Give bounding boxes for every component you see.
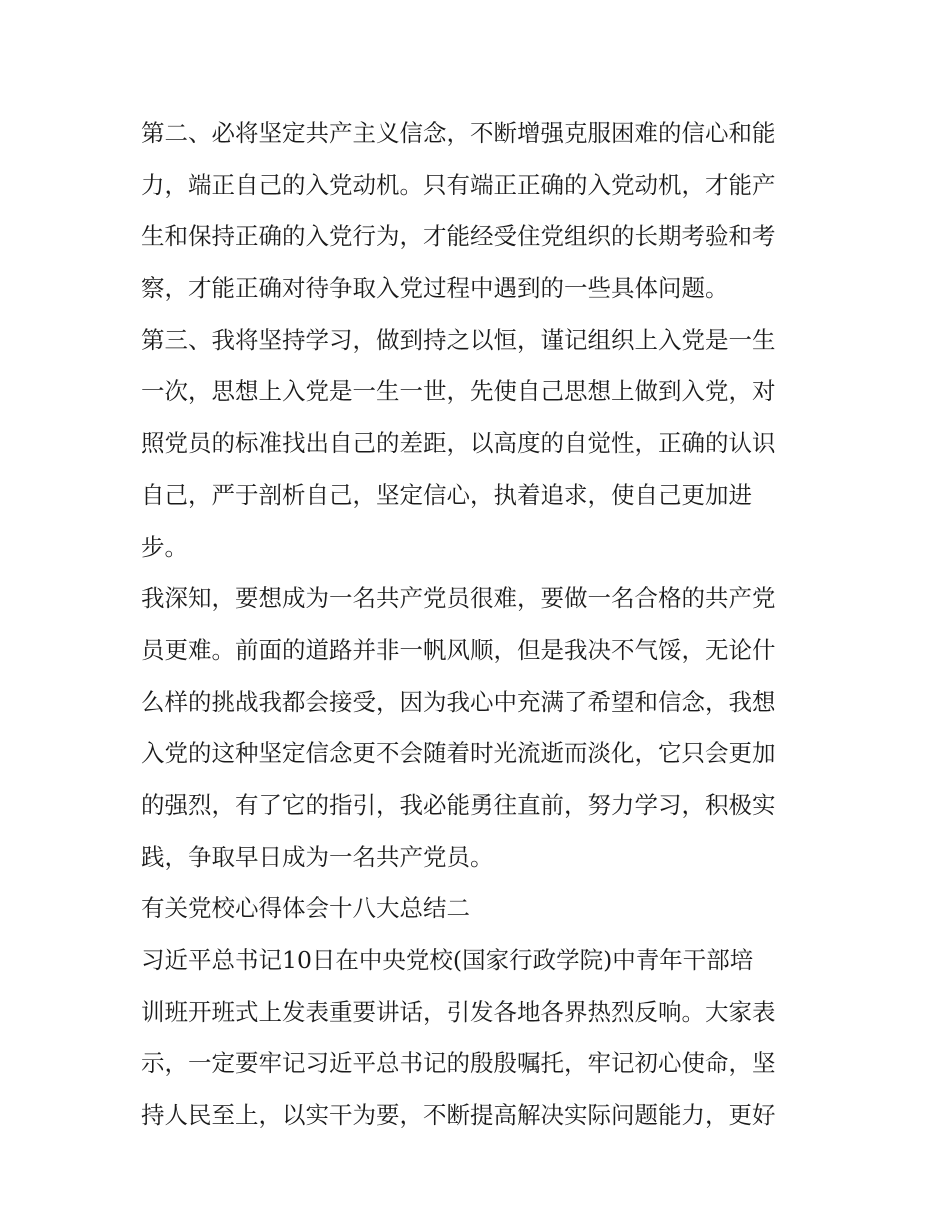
- text-line: 的强烈，有了它的指引，我必能勇往直前，努力学习，积极实: [141, 790, 776, 819]
- text-line: 力，端正自己的入党动机。只有端正正确的入党动机，才能产: [141, 170, 776, 199]
- text-line: 生和保持正确的入党行为，才能经受住党组织的长期考验和考: [141, 222, 776, 251]
- text-line: 训班开班式上发表重要讲话，引发各地各界热烈反响。大家表: [141, 997, 776, 1026]
- text-line: 我深知，要想成为一名共产党员很难，要做一名合格的共产党: [141, 584, 776, 613]
- text-line: 示，一定要牢记习近平总书记的殷殷嘱托，牢记初心使命，坚: [141, 1049, 776, 1078]
- text-line: 员更难。前面的道路并非一帆风顺，但是我决不气馁，无论什: [141, 635, 776, 664]
- document-body: [141, 108, 813, 1142]
- text-line: 一次，思想上入党是一生一世，先使自己思想上做到入党，对: [141, 377, 776, 406]
- text-line: 入党的这种坚定信念更不会随着时光流逝而淡化，它只会更加: [141, 739, 776, 768]
- text-line: 么样的挑战我都会接受，因为我心中充满了希望和信念，我想: [141, 687, 776, 716]
- section-heading: 有关党校心得体会十八大总结二: [141, 894, 470, 923]
- text-line: 习近平总书记10日在中央党校(国家行政学院)中青年干部培: [141, 946, 754, 974]
- text-line: 自己，严于剖析自己，坚定信心，执着追求，使自己更加进: [141, 480, 752, 509]
- text-line: 践，争取早日成为一名共产党员。: [141, 842, 494, 871]
- text-line: 察，才能正确对待争取入党过程中遇到的一些具体问题。: [141, 274, 729, 303]
- text-line: 照党员的标准找出自己的差距，以高度的自觉性，正确的认识: [141, 429, 776, 458]
- text-line: 第二、必将坚定共产主义信念，不断增强克服困难的信心和能: [141, 119, 776, 147]
- text-line: 步。: [141, 532, 188, 561]
- text-line: 持人民至上，以实干为要，不断提高解决实际问题能力，更好: [141, 1101, 776, 1130]
- text-line: 第三、我将坚持学习，做到持之以恒，谨记组织上入党是一生: [141, 325, 776, 354]
